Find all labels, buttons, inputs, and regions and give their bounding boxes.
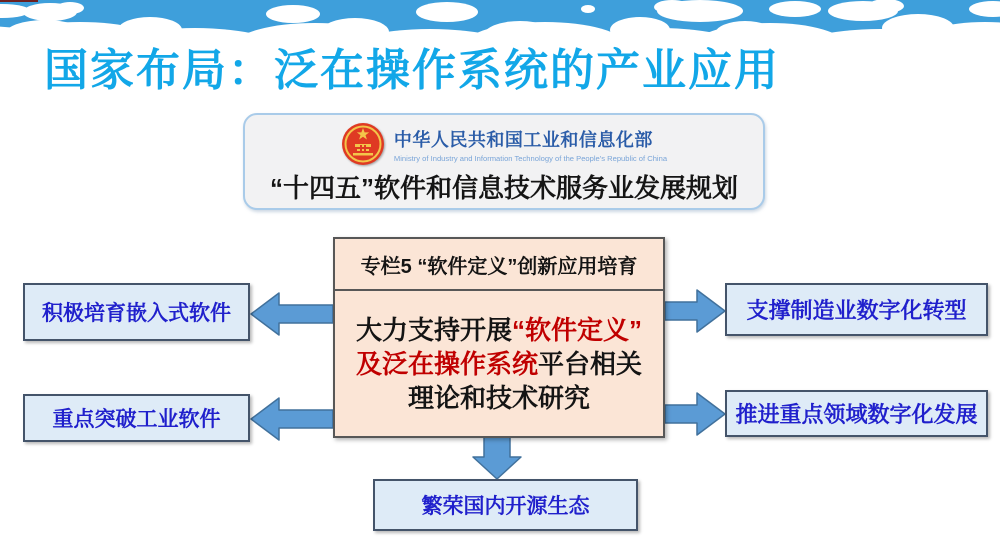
policy-text: 平台相关	[538, 348, 643, 379]
policy-text: 大力支持开展	[355, 314, 512, 345]
policy-text: 理论和技术研究	[407, 382, 590, 413]
policy-text-highlight: “软件定义”	[512, 314, 643, 345]
policy-box-body	[335, 291, 663, 436]
node-industrial-software: 重点突破工业软件	[23, 394, 250, 442]
ministry-card	[243, 113, 765, 210]
ministry-name-en: Ministry of Industry and Information Technology of the People's Republic of China	[393, 153, 668, 163]
arrow-right-icon	[663, 288, 727, 334]
ministry-name-cn: 中华人民共和国工业和信息化部	[393, 129, 653, 150]
node-embedded-software: 积极培育嵌入式软件	[23, 283, 250, 341]
node-key-field-digital: 推进重点领域数字化发展	[725, 390, 988, 437]
ministry-names	[394, 126, 667, 163]
plan-title: “十四五”软件和信息技术服务业发展规划	[269, 173, 738, 203]
page-title: 国家布局：泛在操作系统的产业应用	[44, 46, 780, 95]
arrow-down-icon	[470, 436, 524, 481]
top-left-red-line	[0, 0, 38, 2]
policy-line-3	[408, 381, 590, 415]
policy-text-highlight: 及泛在操作系统	[355, 348, 538, 379]
policy-box	[333, 237, 665, 438]
ministry-header	[245, 121, 763, 167]
policy-line-1	[356, 313, 642, 347]
policy-line-2	[356, 347, 642, 381]
arrow-left-icon	[249, 291, 335, 337]
node-manufacturing-digital: 支撑制造业数字化转型	[725, 283, 988, 336]
arrow-right-icon	[663, 391, 727, 437]
china-national-emblem-icon	[341, 122, 385, 166]
policy-box-header: 专栏5 “软件定义”创新应用培育	[335, 239, 663, 291]
arrow-left-icon	[249, 396, 335, 442]
node-open-source-ecosystem: 繁荣国内开源生态	[373, 479, 638, 531]
